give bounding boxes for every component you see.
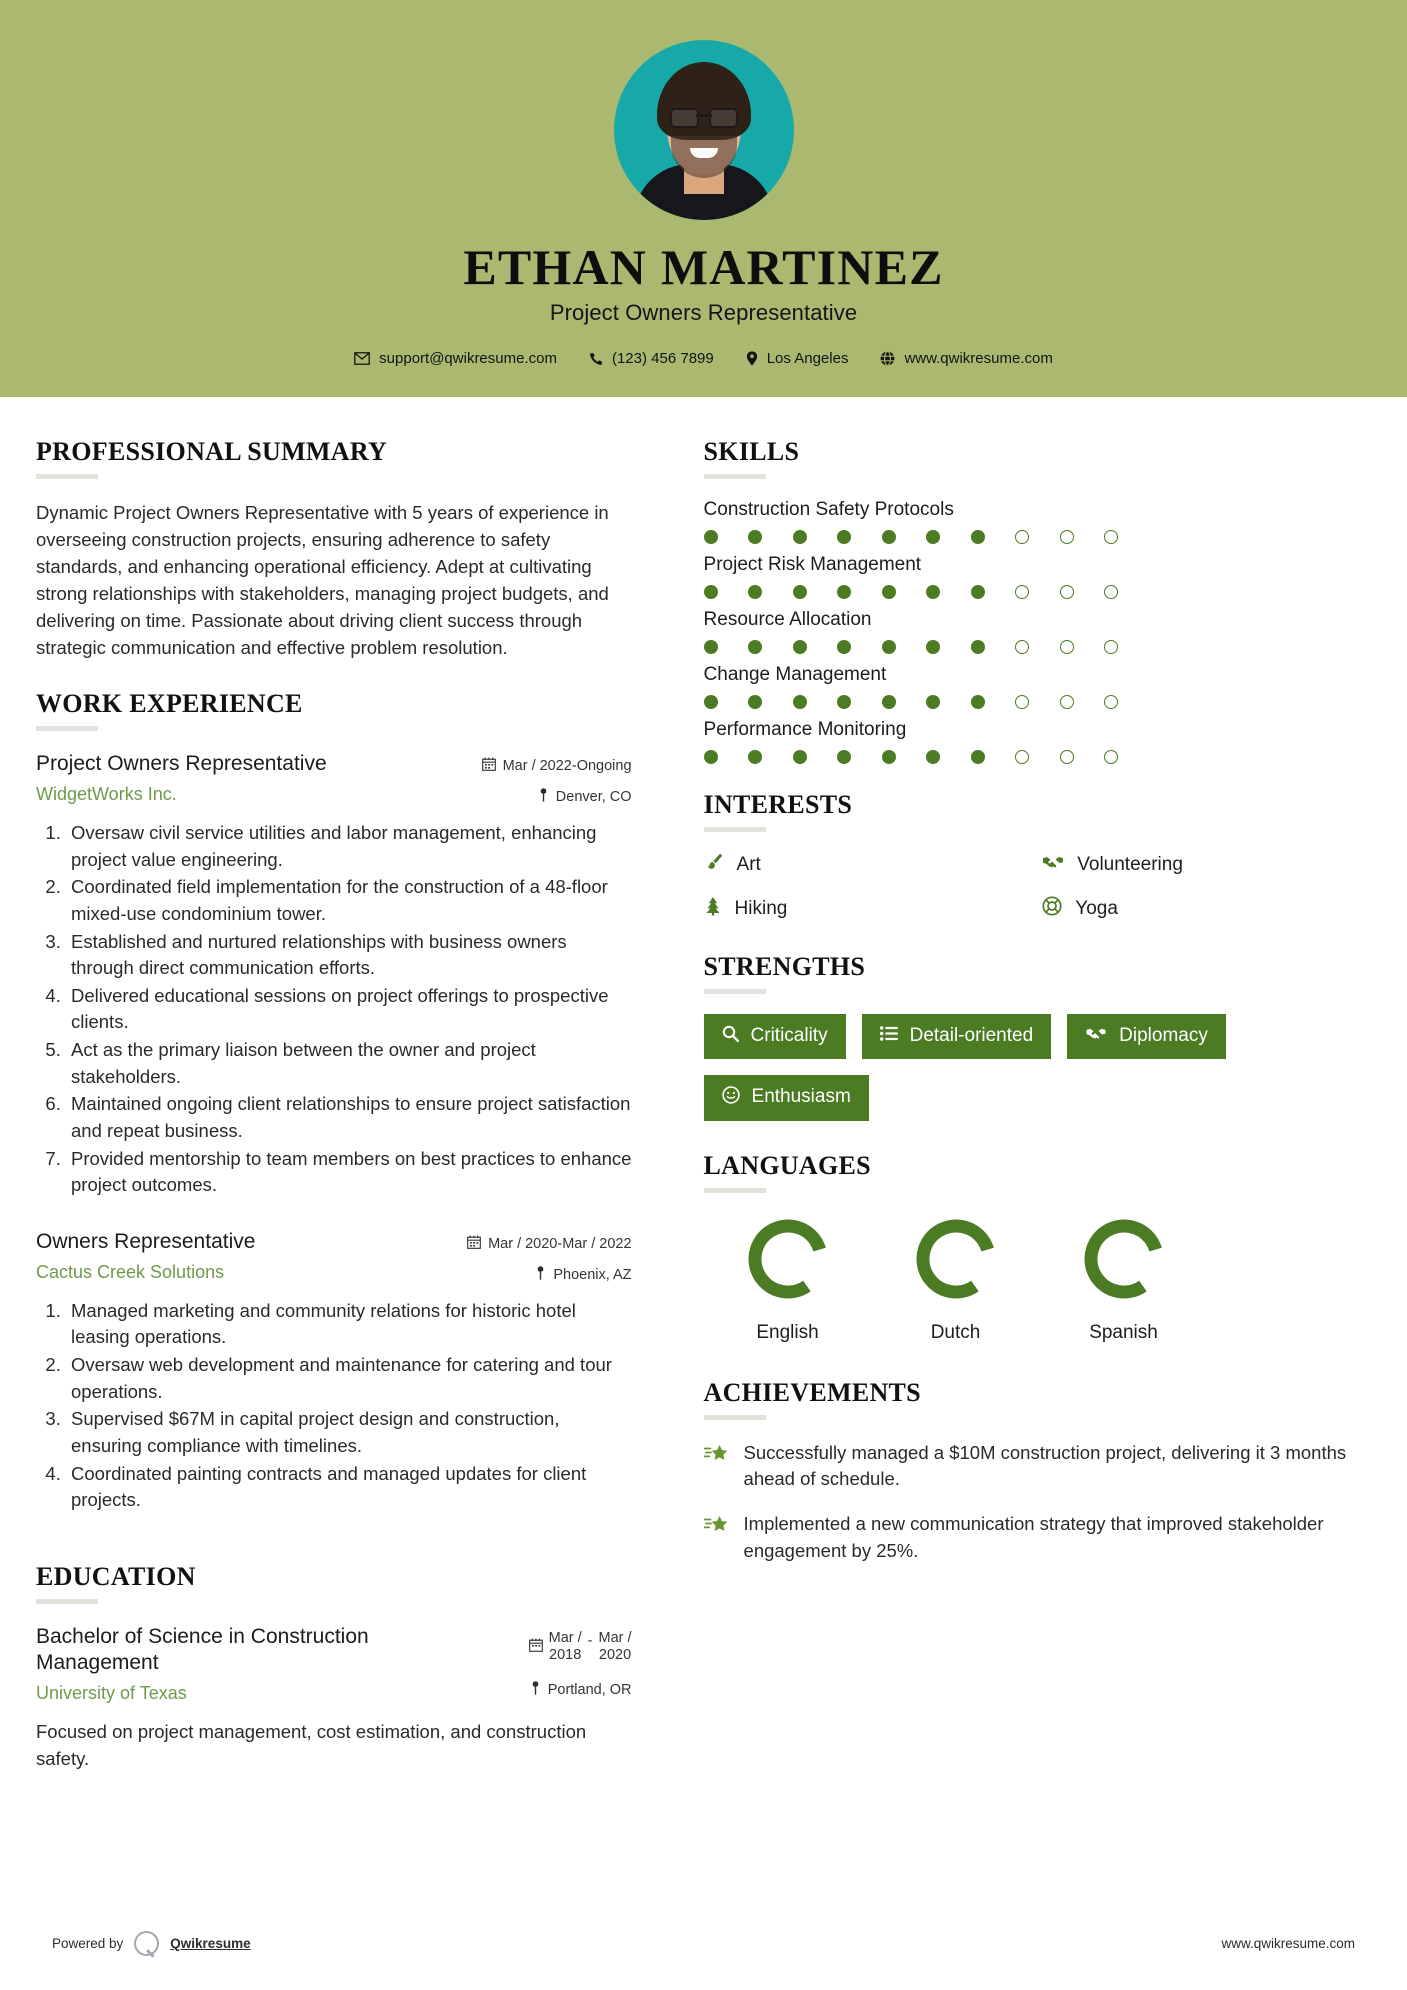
skill-rating <box>704 530 1371 544</box>
list-item: 7. Provided mentorship to team members on best practices to enhance project outcomes. <box>66 1146 632 1199</box>
skill-dot-empty <box>1015 695 1029 709</box>
skill-name: Change Management <box>703 664 887 685</box>
job-location <box>442 1266 632 1284</box>
skill-dot-empty <box>1060 585 1074 599</box>
list-item: 3. Supervised $67M in capital project design and construction, ensuring compliance with timelines. <box>66 1406 632 1459</box>
education-school: University of Texas <box>36 1683 187 1704</box>
skills-heading: SKILLS <box>703 437 800 466</box>
language-label: English <box>756 1321 819 1343</box>
education-start: Mar / 2018 <box>548 1629 582 1664</box>
skill-dot-empty <box>1015 585 1029 599</box>
education-entry <box>36 1624 632 1773</box>
skill-rating <box>704 585 1371 599</box>
skill-dot-filled <box>748 640 762 654</box>
job-location-text: Denver, CO <box>555 789 632 805</box>
phone-icon <box>589 352 603 366</box>
summary-heading: PROFESSIONAL SUMMARY <box>36 437 388 466</box>
education-heading: EDUCATION <box>36 1561 196 1591</box>
section-achievements <box>704 1378 1371 1565</box>
skill-dot-empty <box>1104 695 1118 709</box>
skill-dot-filled <box>837 695 851 709</box>
skill-dot-filled <box>882 750 896 764</box>
job-dates <box>442 1235 632 1253</box>
job-dates-text: Mar / 2020-Mar / 2022 <box>488 1235 632 1252</box>
achievement-text: Successfully managed a $10M construction project, delivering it 3 months ahead of schedule. <box>743 1441 1347 1490</box>
job-company: WidgetWorks Inc. <box>36 784 177 805</box>
skill-dot-filled <box>793 640 807 654</box>
skill-dot-filled <box>971 530 985 544</box>
shooting-star-icon <box>704 1514 730 1541</box>
interest-label: Yoga <box>1075 898 1118 919</box>
list-item: 6. Maintained ongoing client relationships to ensure project satisfaction and repeat business. <box>66 1091 632 1144</box>
list-item: 5. Act as the primary liaison between the owner and project stakeholders. <box>66 1037 632 1090</box>
skill-dot-filled <box>882 695 896 709</box>
language-progress-ring <box>910 1213 1002 1305</box>
skill-dot-filled <box>704 695 718 709</box>
search-icon <box>722 1025 739 1048</box>
skill-dot-filled <box>926 695 940 709</box>
section-divider <box>36 726 98 731</box>
summary-text: Dynamic Project Owners Representative with 5 years of experience in overseeing construction projects, ensuring adherence to safety standards, and enhancing operational efficiency. Adept at cultivating strong relationships with stakeholders, managing project budgets, and delivering on time. Passionate about driving client success through strategic communication and effective problem resolution. <box>36 502 609 658</box>
skill-dot-empty <box>1104 585 1118 599</box>
achievement-item <box>704 1440 1371 1493</box>
skill-dot-filled <box>748 750 762 764</box>
language-item <box>872 1213 1040 1344</box>
footer-powered-label: Powered by <box>52 1936 124 1951</box>
strength-chip-criticality[interactable] <box>704 1014 846 1059</box>
skill-rating <box>704 750 1371 764</box>
interests-grid <box>704 852 1371 922</box>
skill-dot-filled <box>793 750 807 764</box>
strength-label: Enthusiasm <box>751 1086 851 1108</box>
education-degree: Bachelor of Science in Construction Management <box>36 1624 369 1674</box>
skill-dot-filled <box>926 750 940 764</box>
interests-heading: INTERESTS <box>703 790 853 819</box>
avatar-glasses-bridge <box>696 114 712 117</box>
skills-list <box>704 499 1371 764</box>
handshake-icon <box>1042 853 1064 877</box>
language-item <box>1040 1213 1208 1344</box>
language-label: Dutch <box>930 1321 981 1343</box>
education-location-text: Portland, OR <box>547 1682 632 1699</box>
language-progress-ring <box>742 1213 834 1305</box>
list-icon <box>880 1026 898 1047</box>
section-divider <box>704 827 766 832</box>
section-education <box>36 1562 632 1773</box>
skill-dot-filled <box>704 585 718 599</box>
skill-dot-filled <box>971 640 985 654</box>
interest-item <box>1042 852 1371 878</box>
interest-item <box>1042 896 1371 922</box>
job-location-text: Phoenix, AZ <box>553 1266 632 1283</box>
contact-email-text: support@qwikresume.com <box>379 350 557 367</box>
calendar-icon <box>529 1630 543 1656</box>
skill-dot-filled <box>748 585 762 599</box>
job-title: Owners Representative <box>36 1229 256 1253</box>
globe-icon <box>880 351 895 366</box>
qwikresume-logo-icon <box>134 1931 159 1956</box>
strengths-list <box>704 1014 1371 1121</box>
section-divider <box>704 1415 766 1420</box>
skill-dot-empty <box>1060 695 1074 709</box>
skill-dot-empty <box>1104 640 1118 654</box>
list-item: 2. Oversaw web development and maintenance for catering and tour operations. <box>66 1352 632 1405</box>
interest-label: Hiking <box>734 898 788 919</box>
strength-chip-diplomacy[interactable] <box>1067 1014 1226 1059</box>
work-entry <box>36 751 632 1199</box>
resume-body <box>0 397 1407 1772</box>
contact-phone-text: (123) 456 7899 <box>611 350 714 367</box>
strength-chip-detail-oriented[interactable] <box>862 1014 1052 1059</box>
map-pin-icon <box>538 788 549 806</box>
skill-dot-filled <box>704 530 718 544</box>
skill-dot-filled <box>793 695 807 709</box>
section-divider <box>704 989 766 994</box>
left-column <box>36 437 660 1772</box>
skill-dot-filled <box>837 750 851 764</box>
skill-dot-filled <box>926 585 940 599</box>
avatar-hair <box>657 62 751 140</box>
list-item: 1. Managed marketing and community relations for historic hotel leasing operations. <box>66 1298 632 1351</box>
strength-label: Criticality <box>750 1025 828 1046</box>
work-heading: WORK EXPERIENCE <box>36 689 303 718</box>
skill-name: Resource Allocation <box>703 609 872 630</box>
map-pin-icon <box>535 1266 546 1284</box>
skill-dot-empty <box>1060 640 1074 654</box>
achievements-heading: ACHIEVEMENTS <box>703 1377 921 1407</box>
skill-dot-filled <box>882 640 896 654</box>
contact-website[interactable] <box>864 350 1068 367</box>
handshake-icon <box>1085 1025 1107 1048</box>
skill-name: Construction Safety Protocols <box>703 499 954 520</box>
skill-dot-filled <box>971 695 985 709</box>
job-location <box>442 788 632 806</box>
section-divider <box>704 1188 766 1193</box>
strength-label: Diplomacy <box>1119 1025 1208 1046</box>
job-dates <box>442 757 632 775</box>
skill-dot-empty <box>1015 750 1029 764</box>
avatar-glasses <box>669 108 739 125</box>
job-company: Cactus Creek Solutions <box>36 1262 225 1282</box>
section-work-experience <box>36 689 632 1514</box>
section-divider <box>36 1599 98 1604</box>
skill-dot-empty <box>1060 530 1074 544</box>
footer-website[interactable]: www.qwikresume.com <box>1221 1936 1355 1951</box>
interest-label: Volunteering <box>1077 854 1183 875</box>
education-location <box>442 1681 632 1699</box>
calendar-icon <box>467 1235 481 1253</box>
contact-location[interactable] <box>730 350 865 367</box>
calendar-icon <box>482 757 496 775</box>
skill-dot-filled <box>748 530 762 544</box>
skill-dot-filled <box>971 585 985 599</box>
tree-icon <box>704 896 722 922</box>
skill-dot-filled <box>704 640 718 654</box>
contact-bar <box>0 350 1407 367</box>
skill-row <box>704 609 1371 654</box>
education-description: Focused on project management, cost estimation, and construction safety. <box>36 1721 587 1770</box>
strengths-heading: STRENGTHS <box>703 952 866 981</box>
list-item: 3. Established and nurtured relationships with business owners through direct communication efforts. <box>66 929 632 982</box>
list-item: 2. Coordinated field implementation for the construction of a 48-floor mixed-use condominium tower. <box>66 874 632 927</box>
skill-dot-empty <box>1104 530 1118 544</box>
email-icon <box>354 352 370 365</box>
education-dates <box>442 1630 632 1665</box>
skill-rating <box>704 695 1371 709</box>
skill-row <box>704 719 1371 764</box>
skill-dot-filled <box>704 750 718 764</box>
skill-dot-empty <box>1015 530 1029 544</box>
skill-row <box>704 664 1371 709</box>
section-professional-summary <box>36 437 632 661</box>
list-item: 4. Coordinated painting contracts and managed updates for client projects. <box>66 1461 632 1514</box>
footer-powered-by <box>52 1931 251 1956</box>
education-end: Mar / 2020 <box>598 1629 632 1664</box>
strength-label: Detail-oriented <box>909 1025 1034 1046</box>
smiley-icon <box>722 1086 740 1110</box>
job-role-subtitle: Project Owners Representative <box>549 300 858 325</box>
page-footer <box>0 1931 1407 1956</box>
section-interests <box>704 790 1371 922</box>
strength-chip-enthusiasm[interactable] <box>704 1075 869 1121</box>
skill-dot-empty <box>1015 640 1029 654</box>
skill-name: Project Risk Management <box>703 554 922 575</box>
section-skills <box>704 437 1371 764</box>
list-item: 4. Delivered educational sessions on project offerings to prospective clients. <box>66 983 632 1036</box>
skill-dot-filled <box>793 585 807 599</box>
skill-dot-filled <box>837 530 851 544</box>
interest-item <box>704 896 1033 922</box>
map-pin-icon <box>530 1681 541 1699</box>
contact-email[interactable] <box>338 350 573 367</box>
skill-name: Performance Monitoring <box>703 719 907 740</box>
language-label: Spanish <box>1089 1321 1158 1343</box>
footer-brand-link[interactable]: Qwikresume <box>170 1936 251 1951</box>
section-languages <box>704 1151 1371 1344</box>
skill-dot-empty <box>1060 750 1074 764</box>
interest-item <box>704 852 1033 878</box>
language-progress-ring <box>1078 1213 1170 1305</box>
skill-dot-empty <box>1104 750 1118 764</box>
skill-dot-filled <box>882 530 896 544</box>
page-title: ETHAN MARTINEZ <box>463 239 944 295</box>
section-divider <box>704 474 766 479</box>
achievement-item <box>704 1511 1371 1564</box>
interest-label: Art <box>736 854 761 875</box>
skill-dot-filled <box>926 530 940 544</box>
right-column <box>660 437 1371 1772</box>
skill-dot-filled <box>971 750 985 764</box>
skill-dot-filled <box>882 585 896 599</box>
job-bullets <box>36 1298 632 1514</box>
section-strengths <box>704 952 1371 1121</box>
skill-dot-filled <box>793 530 807 544</box>
list-item: 1. Oversaw civil service utilities and labor management, enhancing project value engineering. <box>66 820 632 873</box>
skill-row <box>704 499 1371 544</box>
contact-website-text: www.qwikresume.com <box>904 350 1053 367</box>
skill-rating <box>704 640 1371 654</box>
job-bullets <box>36 820 632 1199</box>
skill-dot-filled <box>837 640 851 654</box>
paintbrush-icon <box>704 852 724 878</box>
skill-dot-filled <box>926 640 940 654</box>
achievement-text: Implemented a new communication strategy that improved stakeholder engagement by 25%. <box>743 1513 1324 1561</box>
avatar <box>614 40 794 220</box>
job-dates-text: Mar / 2022-Ongoing <box>502 758 632 774</box>
languages-list <box>704 1213 1371 1344</box>
job-title: Project Owners Representative <box>36 752 327 775</box>
education-date-separator: - <box>587 1632 593 1649</box>
section-divider <box>36 474 98 479</box>
skill-dot-filled <box>748 695 762 709</box>
language-item <box>704 1213 872 1344</box>
resume-header <box>0 0 1407 397</box>
contact-phone[interactable] <box>573 350 730 367</box>
location-pin-icon <box>746 351 758 366</box>
languages-heading: LANGUAGES <box>703 1150 871 1180</box>
work-entry <box>36 1229 632 1514</box>
skill-row <box>704 554 1371 599</box>
shooting-star-icon <box>704 1443 730 1470</box>
skill-dot-filled <box>837 585 851 599</box>
contact-location-text: Los Angeles <box>766 350 849 367</box>
lifebuoy-icon <box>1042 896 1062 922</box>
